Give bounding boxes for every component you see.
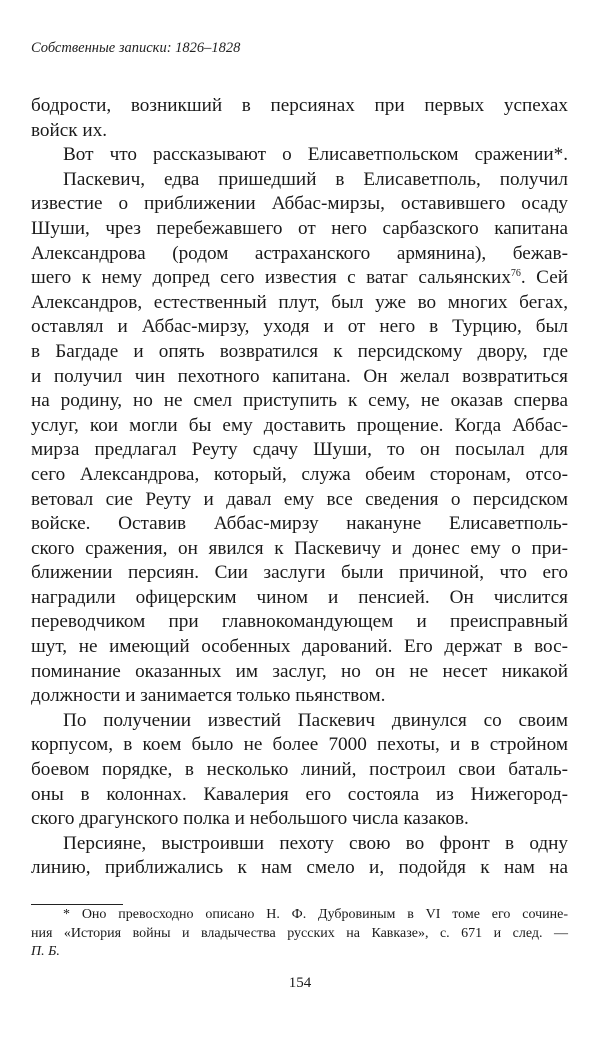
text-line: шут, не имеющий особенных дарований. Его держат в вос- bbox=[31, 636, 568, 658]
text-line: поминание оказанных им заслуг, но он не несет никакой bbox=[31, 660, 568, 682]
text-line: и получил чин пехотного капитана. Он желал возвратиться bbox=[31, 365, 568, 387]
text-line bbox=[31, 266, 568, 291]
text-line: оны в колоннах. Кавалерия его состояла из Нижегород- bbox=[31, 783, 568, 805]
text-line: бодрости, возникший в персиянах при первых успехах bbox=[31, 95, 568, 116]
text-line: Персияне, выстроивши пехоту свою во фронт в одну bbox=[63, 832, 568, 854]
footnote bbox=[31, 906, 568, 962]
text-segment: . Сей bbox=[520, 267, 568, 289]
running-header: Собственные записки: 1826–1828 bbox=[31, 40, 241, 56]
text-segment: шего к нему допред сего известия с ватаг сальянских bbox=[31, 267, 511, 289]
text-line: ветовал сие Реуту и давал ему все сведения о персидском bbox=[31, 488, 568, 510]
text-line: оставлял и Аббас-мирзу, уходя и от него в Турцию, был bbox=[31, 316, 568, 338]
text-line: наградили офицерским чином и пенсией. Он числится bbox=[31, 586, 568, 608]
text-line: Вот что рассказывают о Елисаветпольском сражении*. bbox=[63, 144, 568, 166]
text-line: ского сражения, он явился к Паскевичу и донес ему о при- bbox=[31, 537, 568, 559]
text-line: ского драгунского полка и небольшого числа казаков. bbox=[31, 808, 469, 830]
text-line: По получении известий Паскевич двинулся со своим bbox=[63, 709, 568, 731]
footnote-signature: П. Б. bbox=[31, 944, 60, 959]
text-line: переводчиком при главнокомандующем и преисправный bbox=[31, 611, 568, 633]
page-number: 154 bbox=[288, 975, 312, 991]
text-line: Александров, естественный плут, был уже во многих бегах, bbox=[31, 291, 568, 313]
text-line: боевом порядке, в несколько линий, построил свои баталь- bbox=[31, 759, 568, 781]
text-line: войск их. bbox=[31, 119, 108, 141]
text-line: известие о приближении Аббас-мирзы, оставившего осаду bbox=[31, 193, 568, 215]
text-line: корпусом, в коем было не более 7000 пехоты, и в стройном bbox=[31, 734, 568, 756]
body-text bbox=[31, 94, 568, 881]
footnote-separator bbox=[31, 904, 123, 905]
text-line: на родину, но не смел приступить к сему, не оказав сперва bbox=[31, 390, 568, 412]
text-line: сего Александрова, который, служа обеим сторонам, отсо- bbox=[31, 463, 568, 485]
footnote-line: * Оно превосходно описано Н. Ф. Дубровиным в VI томе его сочине- bbox=[63, 907, 568, 922]
text-line: должности и занимается только пьянством. bbox=[31, 685, 386, 707]
text-line: в Багдаде и опять возвратился к персидскому двору, где bbox=[31, 340, 568, 362]
text-line: Паскевич, едва пришедший в Елисаветполь, получил bbox=[63, 168, 568, 190]
text-line: Александрова (родом астраханского армянина), бежав- bbox=[31, 242, 568, 264]
text-line: мирза предлагал Реуту сдачу Шуши, то он посылал для bbox=[31, 439, 568, 461]
footnote-line: ния «История войны и владычества русских на Кавказе», с. 671 и след. — bbox=[31, 925, 568, 941]
text-line: войске. Оставив Аббас-мирзу накануне Елисаветполь- bbox=[31, 513, 568, 535]
text-line: ближении персиян. Сии заслуги были причиной, что его bbox=[31, 562, 568, 584]
text-line: Шуши, чрез перебежавшего от него сарбазского капитана bbox=[31, 217, 568, 239]
text-line: услуг, кои могли бы ему доставить прощение. Когда Аббас- bbox=[31, 414, 568, 436]
text-line: линию, приближались к нам смело и, подойдя к нам на bbox=[31, 857, 568, 879]
endnote-ref-76[interactable]: 76 bbox=[510, 268, 521, 280]
